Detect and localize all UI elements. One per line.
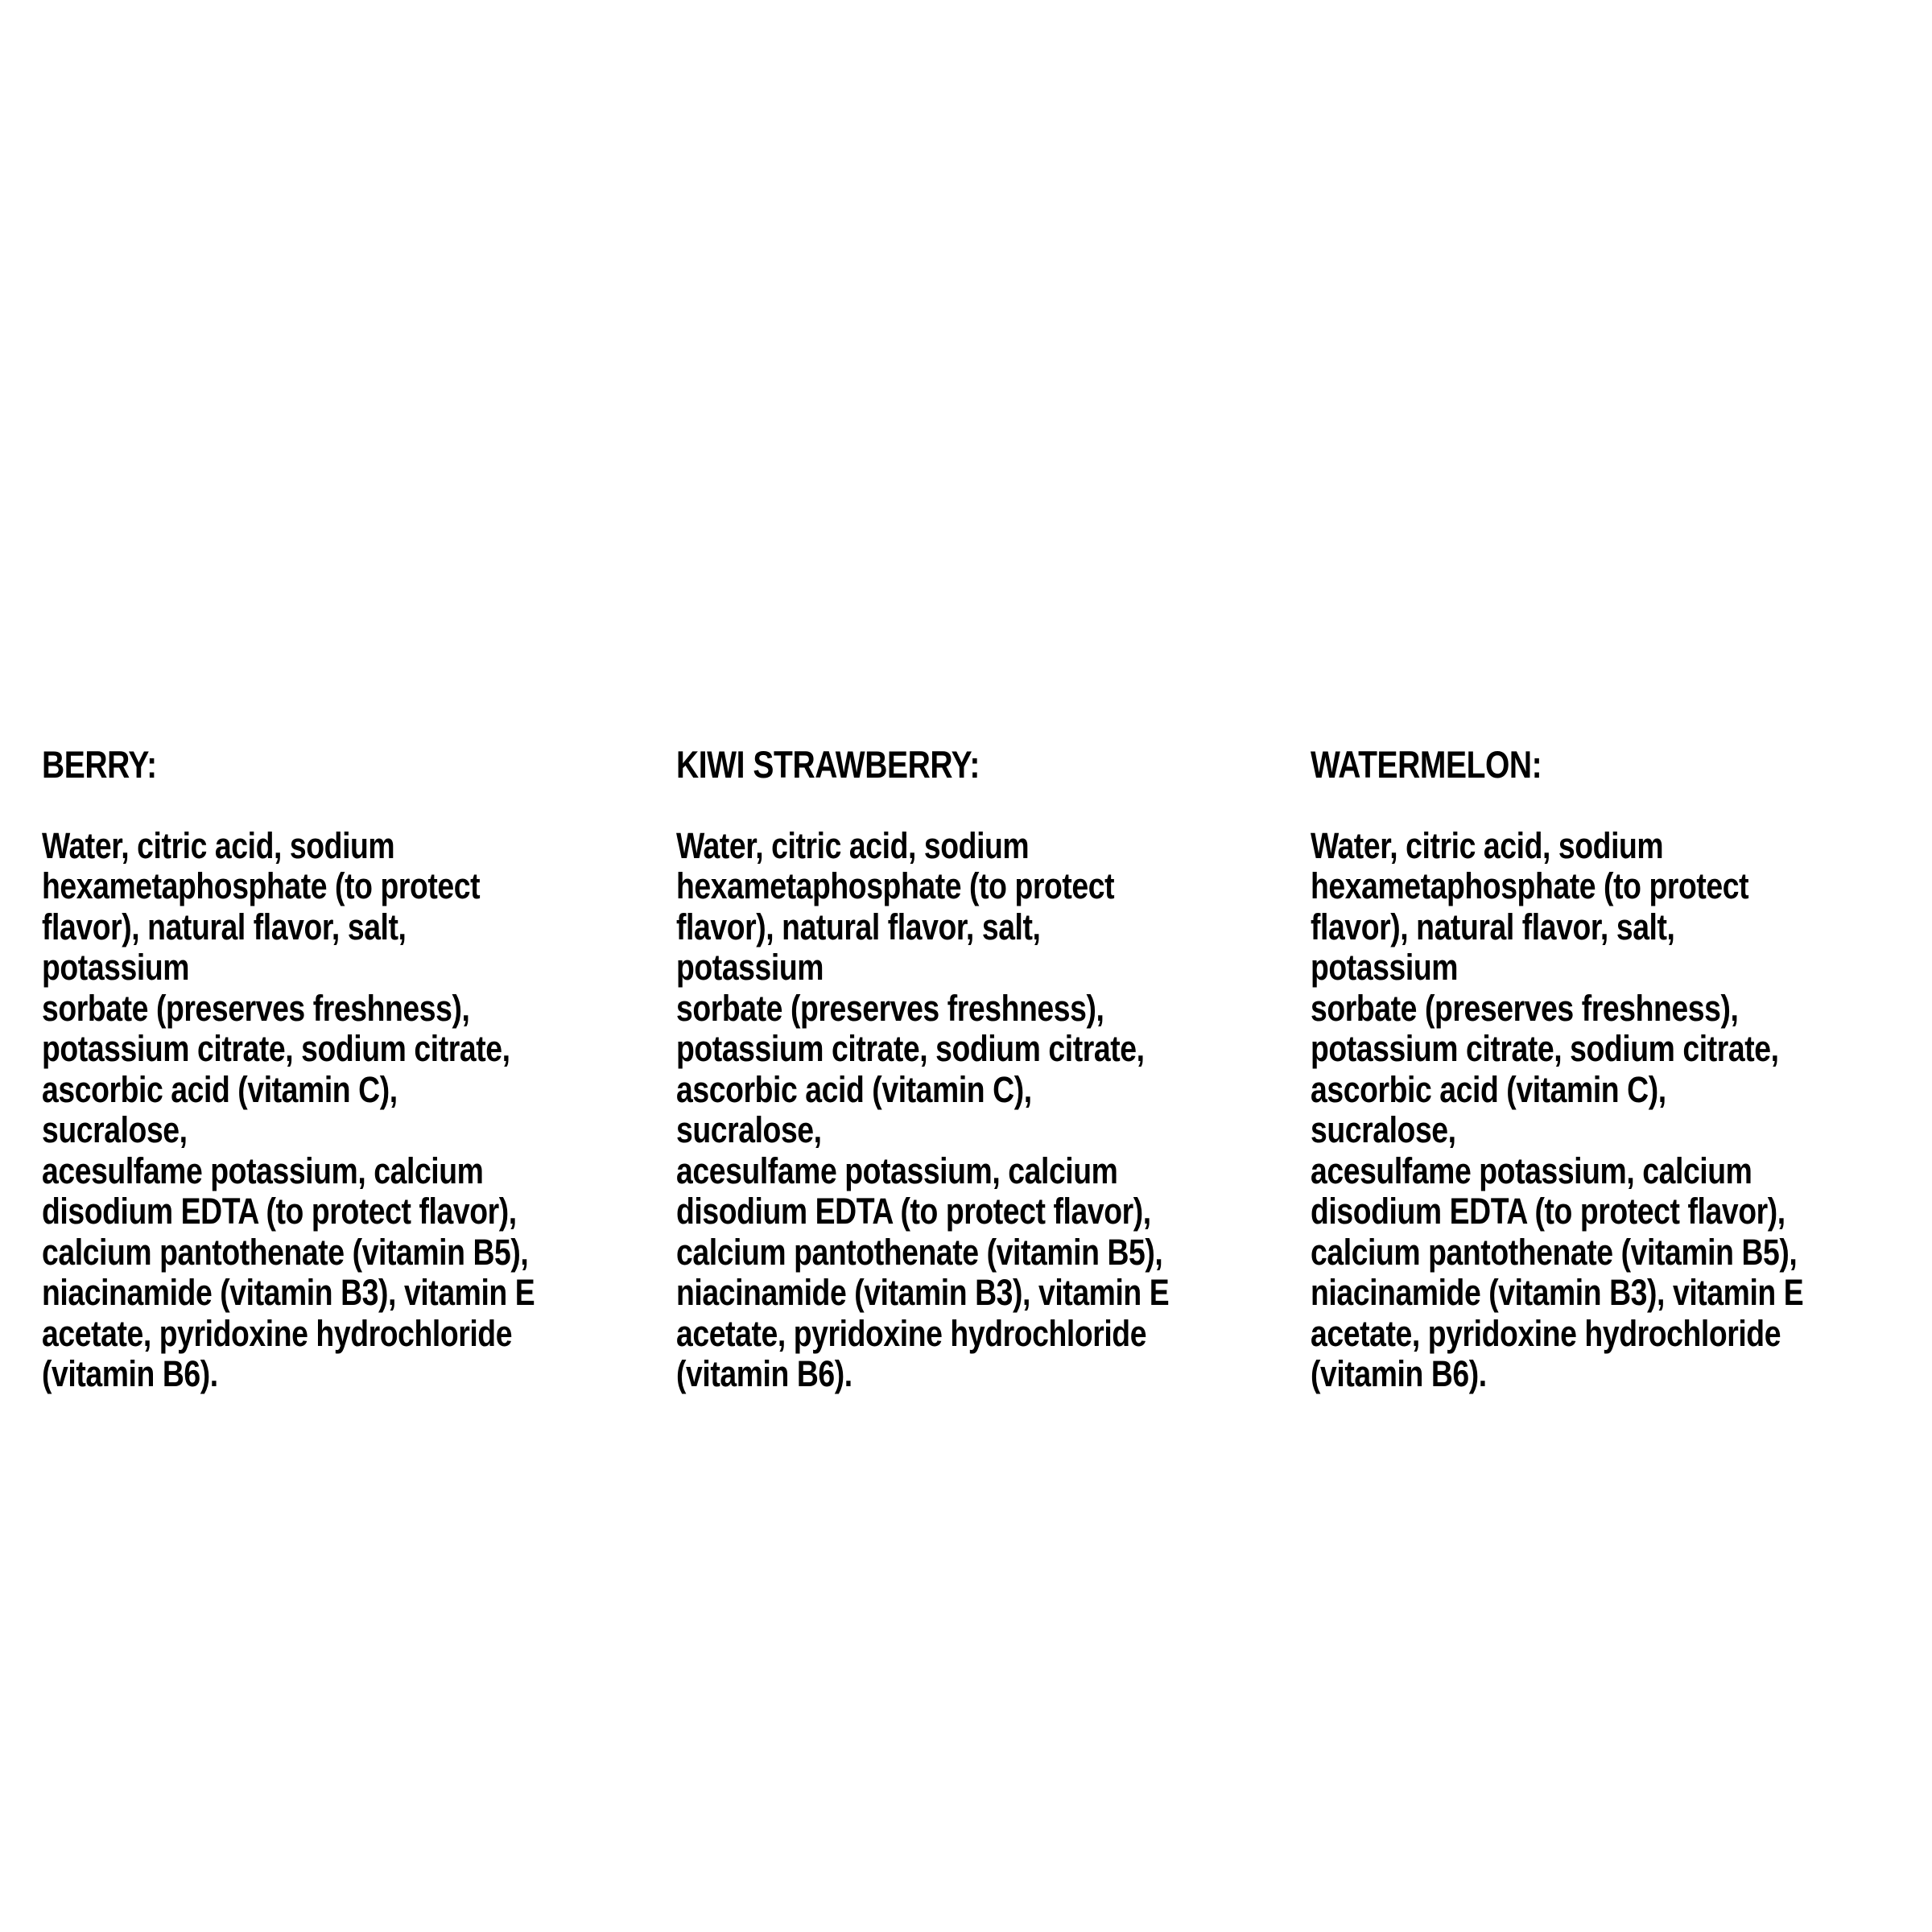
- ingredients-text: Water, citric acid, sodium hexametaphosphate (to protect flavor), natural flavor, salt, potassium sorbate (preserves freshness), potassium citrate, sodium citrate, ascorbic acid (vitamin C), sucralose, acesulfame potassium, calcium disodium EDTA (to protect flavor), calcium pantothenate (vitamin B5), niacinamide (vitamin B3), vitamin E acetate, pyridoxine hydrochloride (vitamin B6).: [676, 824, 1170, 1394]
- ingredients-panel-kiwi-strawberry: [676, 704, 1178, 1435]
- ingredients-text: Water, citric acid, sodium hexametaphosphate (to protect flavor), natural flavor, salt, potassium sorbate (preserves freshness), potassium citrate, sodium citrate, ascorbic acid (vitamin C), sucralose, acesulfame potassium, calcium disodium EDTA (to protect flavor), calcium pantothenate (vitamin B5), niacinamide (vitamin B3), vitamin E acetate, pyridoxine hydrochloride (vitamin B6).: [1311, 824, 1804, 1394]
- flavor-title: BERRY:: [42, 742, 157, 786]
- flavor-title: KIWI STRAWBERRY:: [676, 742, 980, 786]
- ingredients-panel-berry: [42, 704, 543, 1435]
- flavor-title: WATERMELON:: [1311, 742, 1542, 786]
- ingredients-panel-watermelon: [1311, 704, 1812, 1435]
- ingredients-text: Water, citric acid, sodium hexametaphosphate (to protect flavor), natural flavor, salt, potassium sorbate (preserves freshness), potassium citrate, sodium citrate, ascorbic acid (vitamin C), sucralose, acesulfame potassium, calcium disodium EDTA (to protect flavor), calcium pantothenate (vitamin B5), niacinamide (vitamin B3), vitamin E acetate, pyridoxine hydrochloride (vitamin B6).: [42, 824, 535, 1394]
